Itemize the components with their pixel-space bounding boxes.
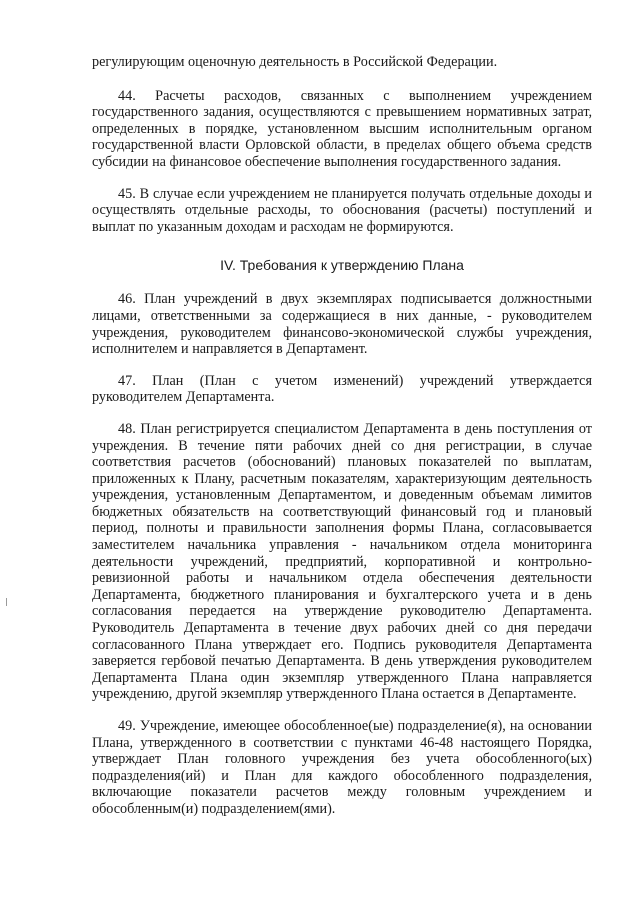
- document-page: [92, 54, 592, 818]
- paragraph-48: 48. План регистрируется специалистом Департамента в день поступления от учреждения. В течение пяти рабочих дней со дня регистрации, в случае соответствия расчетов (обоснований) плановых показателей по выплатам, приложенных к Плану, расчетным показателям, характеризующим деятельность учреждения, установленным Департаментом, и доведенным объемам лимитов бюджетных обязательств на соответствующий финансовый год и плановый период, полноты и правильности заполнения формы Плана, согласовывается заместителем начальника управления - начальником отдела мониторинга деятельности учреждений, предприятий, корпоративной и контрольно-ревизионной работы и начальником отдела обеспечения деятельности Департамента, бюджетного планирования и бухгалтерского учета и в день согласования передается на утверждение руководителю Департамента. Руководитель Департамента в течение двух рабочих дней со дня передачи согласованного Плана утверждает его. Подпись руководителя Департамента заверяется гербовой печатью Департамента. В день утверждения руководителем Департамента Плана один экземпляр утвержденного Плана направляется учреждению, другой экземпляр утвержденного Плана остается в Департаменте.: [92, 420, 592, 703]
- paragraph-45: 45. В случае если учреждением не планируется получать отдельные доходы и осуществлять отдельные расходы, то обоснования (расчеты) поступлений и выплат по указанным доходам и расходам не формируются.: [92, 185, 592, 235]
- paragraph-49: 49. Учреждение, имеющее обособленное(ые) подразделение(я), на основании Плана, утвержденного в соответствии с пунктами 46-48 настоящего Порядка, утверждает План головного учреждения без учета обособленного(ых) подразделения(ий) и План для каждого обособленного подразделения, включающие показатели расчетов между головным учреждением и обособленным(и) подразделением(ями).: [92, 718, 592, 817]
- paragraph-47: 47. План (План с учетом изменений) учреждений утверждается руководителем Департамента.: [92, 372, 592, 406]
- section-heading: IV. Требования к утверждению Плана: [220, 257, 464, 274]
- scan-margin-mark: [6, 598, 7, 606]
- paragraph-continuation: регулирующим оценочную деятельность в Российской Федерации.: [92, 54, 498, 70]
- paragraph-46: 46. План учреждений в двух экземплярах подписывается должностными лицами, ответственными за содержащиеся в них данные, - руководителем учреждения, руководителем финансово-экономической службы учреждения, исполнителем и направляется в Департамент.: [92, 291, 592, 358]
- paragraph-44: 44. Расчеты расходов, связанных с выполнением учреждением государственного задания, осуществляются с превышением нормативных затрат, определенных в порядке, установленном высшим исполнительным органом государственной власти Орловской области, в пределах общего объема средств субсидии на финансовое обеспечение выполнения государственного задания.: [92, 87, 592, 170]
